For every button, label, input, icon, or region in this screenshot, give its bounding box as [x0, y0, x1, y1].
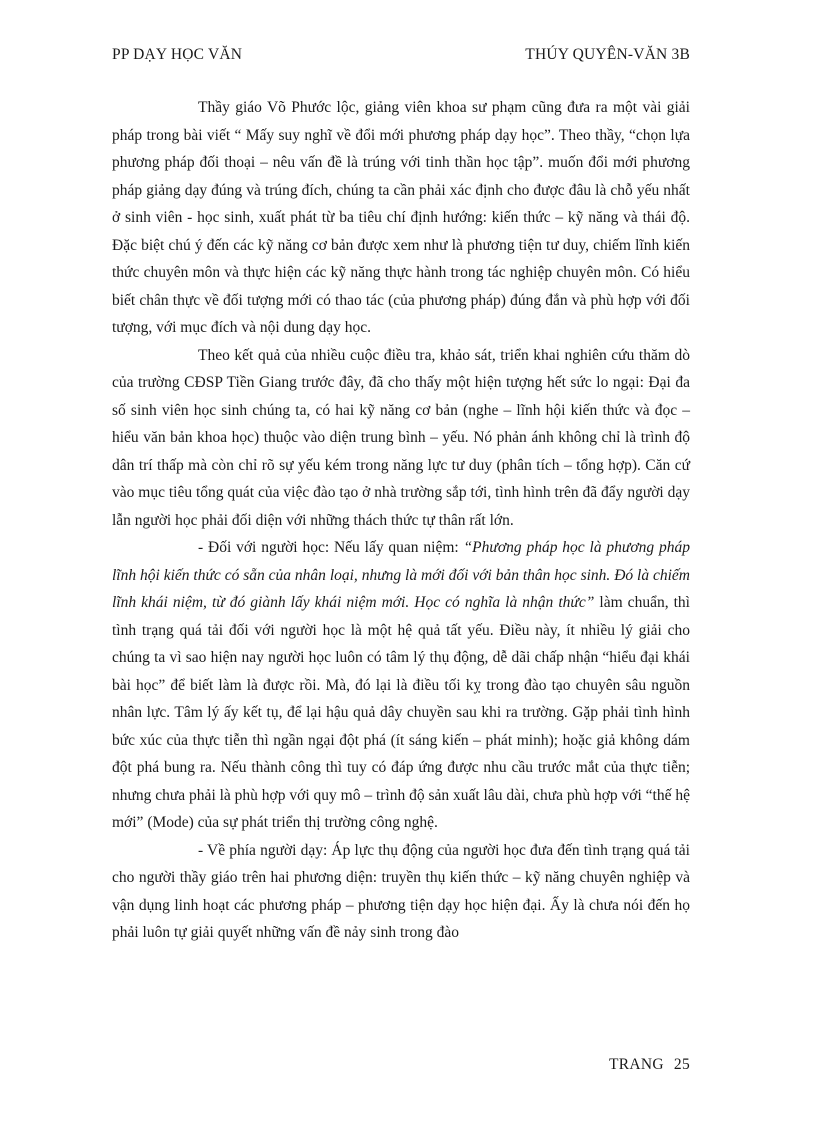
paragraph-3-lead: - Đối với người học: Nếu lấy quan niệm: [198, 539, 464, 556]
header-right-author: THÚY QUYÊN-VĂN 3B [525, 46, 690, 63]
paragraph-3 [112, 534, 690, 837]
paragraph-4: - Về phía người dạy: Áp lực thụ động của người học đưa đến tình trạng quá tải cho người thầy giáo trên hai phương diện: truyền thụ kiến thức – kỹ năng chuyên nghiệp và vận dụng linh hoạt các phương pháp – phương tiện dạy học hiện đại. Ấy là chưa nói đến họ phải luôn tự giải quyết những vấn đề nảy sinh trong đào [112, 841, 690, 941]
header-left-title: PP DẠY HỌC VĂN [112, 46, 243, 63]
footer-label: TRANG [609, 1056, 664, 1073]
paragraph-1: Thầy giáo Võ Phước lộc, giảng viên khoa sư phạm cũng đưa ra một vài giải pháp trong bài viết “ Mấy suy nghĩ về đổi mới phương pháp dạy học”. Theo thầy, “chọn lựa phương pháp đối thoại – nêu vấn đề là trúng với tinh thần học tập”. muốn đổi mới phương pháp giảng dạy đúng và trúng đích, chúng ta cần phải xác định cho được đâu là chỗ yếu nhất ở sinh viên - học sinh, xuất phát từ ba tiêu chí định hướng: kiến thức – kỹ năng và thái độ. Đặc biệt chú ý đến các kỹ năng cơ bản được xem như là phương tiện tư duy, chiếm lĩnh kiến thức chuyên môn và thực hiện các kỹ năng thực hành trong tác nghiệp chuyên môn. Có hiểu biết chân thực về đối tượng mới có thao tác (của phương pháp) đúng đắn và phù hợp với đối tượng, với mục đích và nội dung dạy học. [112, 99, 690, 336]
page-footer [112, 1056, 690, 1074]
document-body [112, 94, 690, 947]
paragraph-2: Theo kết quả của nhiều cuộc điều tra, khảo sát, triển khai nghiên cứu thăm dò của trường CĐSP Tiền Giang trước đây, đã cho thấy một hiện tượng hết sức lo ngại: Đại đa số sinh viên học sinh chúng ta, có hai kỹ năng cơ bản (nghe – lĩnh hội kiến thức và đọc – hiểu văn bản khoa học) thuộc vào diện trung bình – yếu. Nó phản ánh không chỉ là trình độ dân trí thấp mà còn chỉ rõ sự yếu kém trong năng lực tư duy (phân tích – tổng hợp). Căn cứ vào mục tiêu tổng quát của việc đào tạo ở nhà trường sắp tới, tình hình trên đã đẩy người dạy lẫn người học phải đối diện với những thách thức tự thân rất lớn. [112, 346, 690, 529]
paragraph-3-quote: “Phương pháp học là phương pháp lĩnh hội kiến thức có sẵn của nhân loại, nhưng là mới đối với bản thân học sinh. Đó là chiếm lĩnh khái niệm, từ đó giành lấy khái niệm mới. Học có nghĩa là nhận thức” [112, 539, 690, 611]
paragraph-3-rest: làm chuẩn, thì tình trạng quá tải đối với người học là một hệ quả tất yếu. Điều này, ít nhiều lý giải cho chúng ta vì sao hiện nay người học luôn có tâm lý thụ động, dễ dãi chấp nhận “hiểu đại khái bài học” để biết làm là được rồi. Mà, đó lại là điều tối kỵ trong đào tạo chuyên sâu nguồn nhân lực. Tâm lý ấy kết tụ, để lại hậu quả dây chuyền sau khi ra trường. Gặp phải tình hình bức xúc của thực tiễn thì ngần ngại đột phá (ít sáng kiến – phát minh); hoặc giả không dám đột phá bung ra. Nếu thành công thì tuy có đáp ứng được nhu cầu trước mắt của thực tiễn; nhưng chưa phải là phù hợp với quy mô – trình độ sản xuất lâu dài, chưa phù hợp với “thế hệ mới” (Mode) của sự phát triển thị trường công nghệ. [112, 594, 690, 831]
page-number: 25 [673, 1056, 690, 1073]
page-header [112, 46, 690, 64]
